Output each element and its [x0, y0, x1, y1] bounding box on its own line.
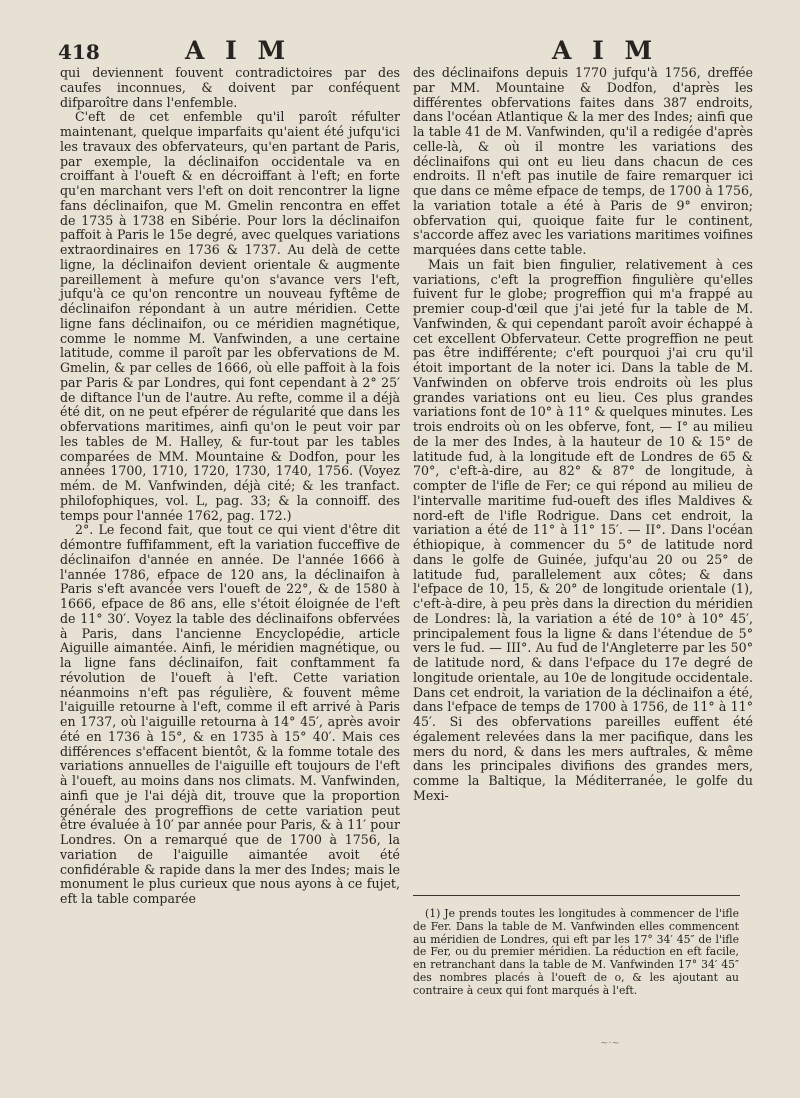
paragraph: des déclinaifons depuis 1770 jufqu'à 1756, dreffée par MM. Mountaine & Dodfon, d'après les différentes obfervations faites dans 387 endroits, dans l'océan Atlantique & la mer des Indes; ainfi que la table 41 de M. Vanfwinden, qu'il a redigée d'après celle-là, & où il montre les variations des déclinaifons qui ont eu lieu dans chacun de ces endroits. Il n'eft pas inutile de faire remarquer ici que dans ce même efpace de temps, de 1700 à 1756, la variation totale a été à Paris de 9° environ; obfervation qui, quoique faite fur le continent, s'accorde affez avec les variations maritimes voifines marquées dans cette table.	[413, 65, 753, 257]
footnote	[413, 908, 739, 998]
right-column	[413, 66, 753, 804]
footnote-divider	[413, 895, 740, 896]
paragraph: qui deviennent fouvent contradictoires par des caufes inconnues, & doivent par conféquent difparoître dans l'enfemble.	[60, 65, 400, 110]
running-head-right: A I M	[552, 36, 659, 65]
paragraph: C'eft de cet enfemble qu'il paroît réfulter maintenant, quelque imparfaits qu'aient été jufqu'ici les travaux des obfervateurs, qu'en partant de Paris, par exemple, la déclinaifon occidentale va en croiffant à l'oueft & en décroiffant à l'eft; en forte qu'en marchant vers l'eft on doit rencontrer la ligne fans déclinaifon, que M. Gmelin rencontra en effet de 1735 à 1738 en Sibérie. Pour lors la déclinaifon paffoit à Paris le 15e degré, avec quelques variations extraordinaires en 1736 & 1737. Au delà de cette ligne, la déclinaifon devient orientale & augmente pareillement à mefure qu'on s'avance vers l'eft, jufqu'à ce qu'on rencontre un nouveau fyftême de déclinaifon répondant à un autre méridien. Cette ligne fans déclinaifon, ou ce méridien magnétique, comme le nomme M. Vanfwinden, a une certaine latitude, comme il paroît par les obfervations de M. Gmelin, & par celles de 1666, où elle paffoit à la fois par Paris & par Londres, qui font cependant à 2° 25′ de diftance l'un de l'autre. Au refte, comme il a déjà été dit, on ne peut efpérer de régularité que dans les obfervations maritimes, ainfi qu'on le peut voir par les tables de M. Halley, & fur-tout par les tables comparées de MM. Mountaine & Dodfon, pour les années 1700, 1710, 1720, 1730, 1740, 1756. (Voyez mém. de M. Vanfwinden, déjà cité; & les tranfact. philofophiques, vol. L, pag. 33; & la connoiff. des temps pour l'année 1762, pag. 172.)	[60, 109, 400, 523]
page-header	[0, 34, 800, 64]
ornament-icon: ~·~	[600, 1038, 620, 1049]
page-number: 418	[58, 40, 100, 64]
running-head-left: A I M	[185, 36, 292, 65]
footnote-text: (1) Je prends toutes les longitudes à commencer de l'ifle de Fer. Dans la table de M. Vanfwinden elles commencent au méridien de Londres, qui eft par les 17° 34′ 45″ de l'ifle de Fer, ou du premier méridien. La réduction en eft facile, en retranchant dans la table de M. Vanfwinden 17° 34′ 45″ des nombres placés à l'oueft de o, & les ajoutant au contraire à ceux qui font marqués à l'eft.	[413, 907, 739, 997]
left-column	[60, 66, 400, 907]
paragraph: Mais un fait bien fingulier, relativement à ces variations, c'eft la progreffion fingulière qu'elles fuivent fur le globe; progreffion qui m'a frappé au premier coup-d'œil que j'ai jeté fur la table de M. Vanfwinden, & qui cependant paroît avoir échappé à cet excellent Obfervateur. Cette progreffion ne peut pas être indifférente; c'eft pourquoi j'ai cru qu'il étoit important de la noter ici. Dans la table de M. Vanfwinden on obferve trois endroits où les plus grandes variations ont eu lieu. Ces plus grandes variations font de 10° à 11° & quelques minutes. Les trois endroits où on les obferve, font, — I° au milieu de la mer des Indes, à la hauteur de 10 & 15° de latitude fud, à la longitude eft de Londres de 65 & 70°, c'eft-à-dire, au 82° & 87° de longitude, à compter de l'ifle de Fer; ce qui répond au milieu de l'intervalle maritime fud-oueft des ifles Maldives & nord-eft de l'ifle Rodrigue. Dans cet endroit, la variation a été de 11° à 11° 15′. — II°. Dans l'océan éthiopique, à commencer du 5° de latitude nord dans le golfe de Guinée, jufqu'au 20 ou 25° de latitude fud, parallelement aux côtes; & dans l'efpace de 10, 15, & 20° de longitude orientale (1), c'eft-à-dire, à peu près dans la direction du méridien de Londres: là, la variation a été de 10° à 10° 45′, principalement fous la ligne & dans l'étendue de 5° vers le fud. — III°. Au fud de l'Angleterre par les 50° de latitude nord, & dans l'efpace du 17e degré de longitude orientale, au 10e de longitude occidentale. Dans cet endroit, la variation de la déclinaifon a été, dans l'efpace de temps de 1700 à 1756, de 11° à 11° 45′. Si des obfervations pareilles euffent été également relevées dans la mer pacifique, dans les mers du nord, & dans les mers auftrales, & même dans les principales divifions des grandes mers, comme la Baltique, la Méditerranée, le golfe du Mexi-	[413, 256, 753, 803]
paragraph: 2°. Le fecond fait, que tout ce qui vient d'être dit démontre fuffifamment, eft la variation fucceffive de déclinaifon d'année en année. De l'année 1666 à l'année 1786, efpace de 120 ans, la déclinaifon à Paris s'eft avancée vers l'oueft de 22°, & de 1580 à 1666, efpace de 86 ans, elle s'étoit éloignée de l'eft de 11° 30′. Voyez la table des déclinaifons obfervées à Paris, dans l'ancienne Encyclopédie, article Aiguille aimantée. Ainfi, le méridien magnétique, ou la ligne fans déclinaifon, fait conftamment fa révolution de l'oueft à l'eft. Cette variation néanmoins n'eft pas régulière, & fouvent même l'aiguille retourne à l'eft, comme il eft arrivé à Paris en 1737, où l'aiguille retourna à 14° 45′, après avoir été en 1736 à 15°, & en 1735 à 15° 40′. Mais ces différences s'effacent bientôt, & la fomme totale des variations annuelles de l'aiguille eft toujours de l'eft à l'oueft, au moins dans nos climats. M. Vanfwinden, ainfi que je l'ai déjà dit, trouve que la proportion générale des progreffions de cette variation peut être évaluée à 10′ par année pour Paris, & à 11′ pour Londres. On a remarqué que de 1700 à 1756, la variation de l'aiguille aimantée avoit été confidérable & rapide dans la mer des Indes; mais le monument le plus curieux que nous ayons à ce fujet, eft la table comparée	[60, 522, 400, 906]
